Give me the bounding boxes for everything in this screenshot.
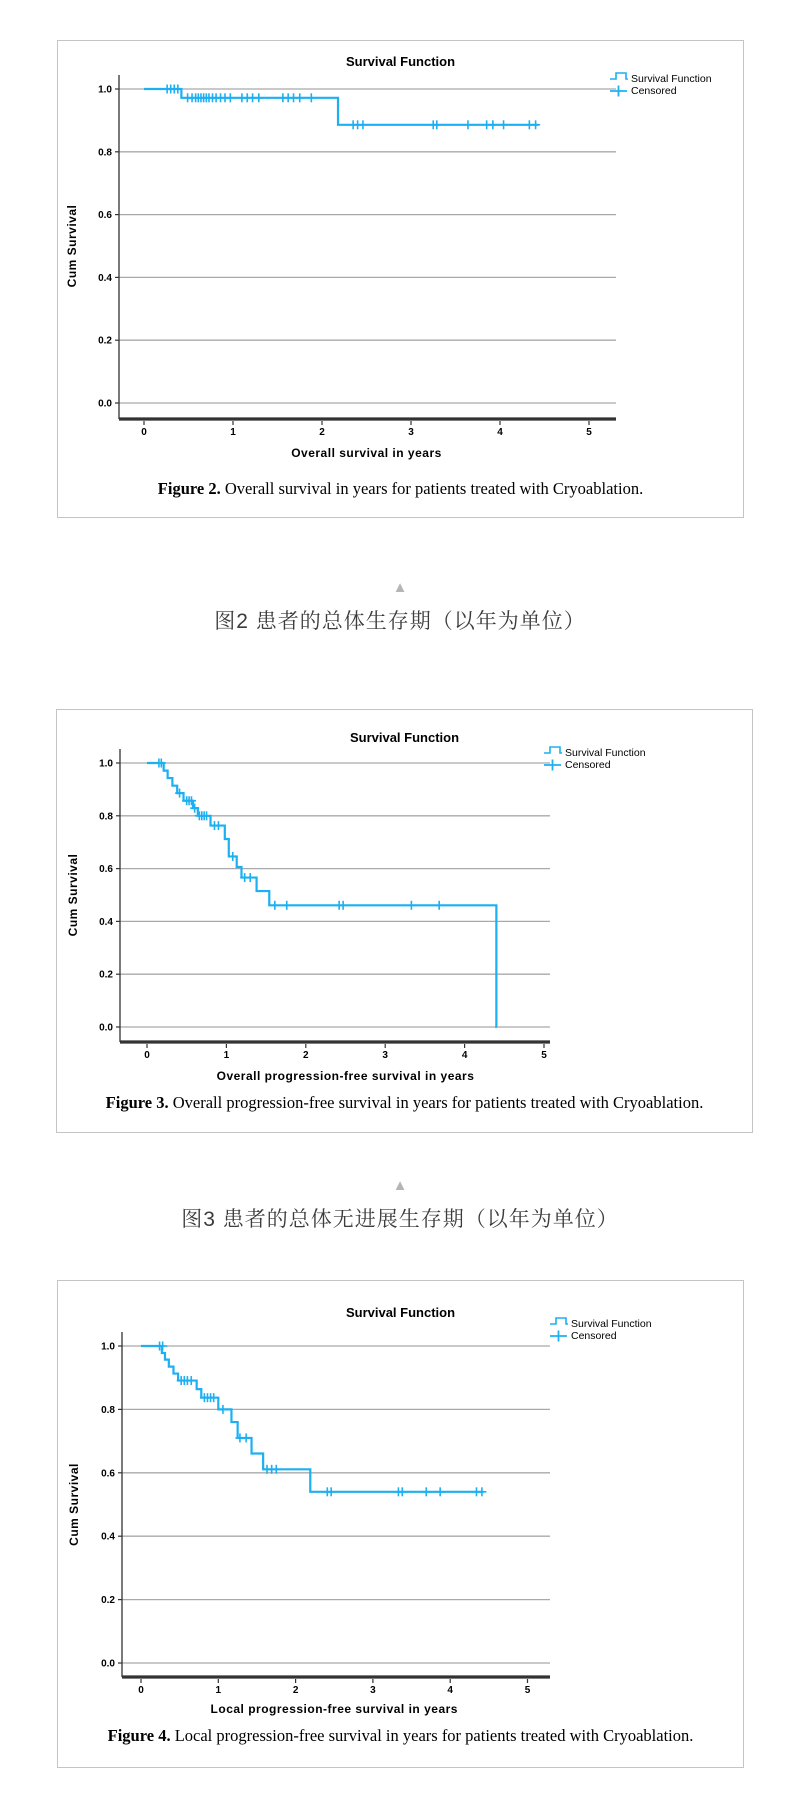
figure-caption-text: Overall progression-free survival in years for patients treated with Cryoablation.	[168, 1093, 704, 1112]
y-tick-label: 0.4	[98, 272, 112, 284]
x-axis-label: Overall progression-free survival in years	[216, 1069, 475, 1083]
figure-caption	[68, 479, 733, 499]
figure-caption-label: Figure 4.	[107, 1726, 171, 1745]
chinese-figure-caption: 图2 患者的总体生存期（以年为单位）	[214, 610, 586, 633]
y-tick-label: 0.8	[99, 811, 113, 823]
triangle-up-icon: ▲	[392, 579, 408, 596]
y-tick-label: 1.0	[98, 84, 112, 96]
y-tick-label: 0.4	[101, 1531, 115, 1543]
legend-label: Survival Function	[565, 747, 646, 759]
x-tick-label: 4	[461, 1050, 468, 1061]
y-tick-label: 1.0	[101, 1341, 115, 1353]
y-axis-label: Cum Survival	[66, 853, 80, 937]
x-tick-label: 0	[144, 1050, 150, 1061]
chart-title: Survival Function	[345, 1305, 456, 1320]
x-tick-label: 2	[292, 1685, 299, 1696]
x-tick-label: 3	[370, 1685, 376, 1696]
section-separator	[0, 580, 800, 635]
y-tick-label: 0.0	[99, 1022, 113, 1034]
legend-label: Survival Function	[571, 1318, 652, 1330]
figure-panel-overall-survival	[57, 40, 744, 518]
figure-caption	[68, 1726, 733, 1746]
figure-caption-label: Figure 2.	[157, 479, 221, 498]
x-tick-label: 5	[586, 427, 592, 438]
chart-title: Survival Function	[345, 54, 456, 69]
km-chart-overall-survival	[58, 41, 743, 467]
x-tick-label: 3	[382, 1050, 388, 1061]
x-tick-label: 2	[319, 427, 325, 438]
legend-step-line-icon	[544, 747, 562, 753]
figure-caption-text: Overall survival in years for patients treated with Cryoablation.	[220, 479, 644, 498]
x-tick-label: 3	[408, 427, 414, 438]
y-tick-label: 0.2	[99, 969, 113, 981]
y-tick-label: 0.0	[101, 1658, 115, 1670]
figure-panel-local-progression-free-survival	[57, 1280, 744, 1768]
legend-label: Censored	[565, 759, 611, 771]
y-axis-label: Cum Survival	[67, 1463, 81, 1546]
y-tick-label: 0.2	[101, 1595, 115, 1607]
x-tick-label: 5	[541, 1050, 547, 1061]
figure-caption-label: Figure 3.	[105, 1093, 169, 1112]
x-tick-label: 0	[141, 427, 147, 438]
legend-label: Survival Function	[631, 73, 712, 85]
x-tick-label: 1	[215, 1685, 222, 1696]
x-axis-label: Local progression-free survival in years	[210, 1702, 458, 1716]
chart-title: Survival Function	[349, 730, 460, 745]
section-separator	[0, 1178, 800, 1233]
y-tick-label: 0.4	[99, 916, 113, 928]
survival-curve	[141, 1346, 483, 1492]
triangle-up-icon: ▲	[392, 1177, 408, 1194]
y-tick-label: 1.0	[99, 758, 113, 770]
legend-label: Censored	[571, 1330, 617, 1342]
y-tick-label: 0.8	[101, 1404, 115, 1416]
legend-label: Censored	[631, 85, 677, 97]
chinese-figure-caption: 图3 患者的总体无进展生存期（以年为单位）	[181, 1208, 619, 1231]
x-tick-label: 4	[497, 427, 503, 438]
y-tick-label: 0.6	[101, 1468, 115, 1480]
figure-caption	[67, 1093, 742, 1113]
y-axis-label: Cum Survival	[65, 204, 79, 288]
x-tick-label: 2	[303, 1050, 309, 1061]
km-chart-progression-free-survival	[57, 710, 752, 1088]
x-tick-label: 1	[223, 1050, 230, 1061]
x-tick-label: 4	[447, 1685, 453, 1696]
x-tick-label: 1	[230, 427, 236, 438]
x-axis-label: Overall survival in years	[291, 446, 442, 460]
y-tick-label: 0.6	[98, 210, 112, 222]
km-chart-local-progression-free-survival	[58, 1281, 743, 1721]
legend-step-line-icon	[550, 1318, 568, 1324]
x-tick-label: 5	[524, 1685, 531, 1696]
figure-panel-progression-free-survival	[56, 709, 753, 1133]
x-tick-label: 0	[138, 1685, 144, 1696]
legend-step-line-icon	[610, 73, 628, 79]
y-tick-label: 0.8	[98, 147, 112, 159]
figure-caption-text: Local progression-free survival in years for patients treated with Cryoablation.	[170, 1726, 694, 1745]
y-tick-label: 0.0	[98, 398, 112, 410]
y-tick-label: 0.6	[99, 864, 113, 876]
y-tick-label: 0.2	[98, 335, 112, 347]
survival-curve	[147, 763, 497, 1027]
